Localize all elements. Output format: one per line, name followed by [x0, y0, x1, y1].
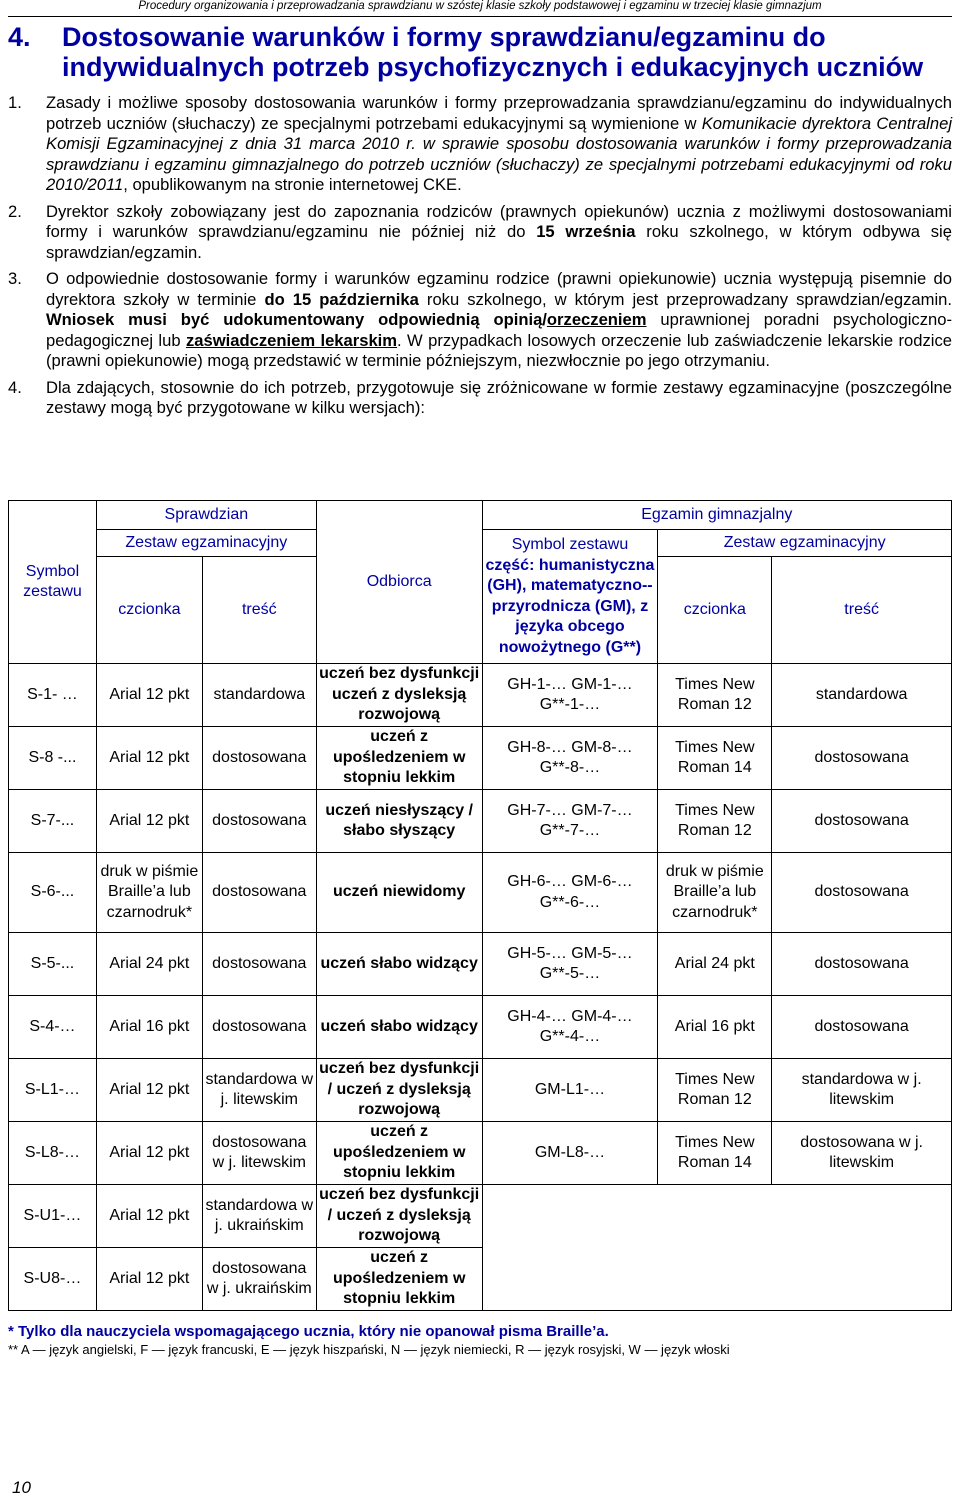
cell-font: Arial 12 pkt [96, 1248, 202, 1311]
header-czcionka2: czcionka [658, 557, 772, 664]
header-tresc2: treść [772, 557, 952, 664]
cell-tresc: standardowa w j. litewskim [202, 1059, 316, 1122]
header-zestaw2: Zestaw egzaminacyjny [658, 530, 952, 557]
cell-symbol: S-6-... [9, 853, 97, 933]
paragraph-3 [8, 269, 952, 372]
empty-cell [482, 1185, 951, 1311]
page-number: 10 [12, 1478, 31, 1497]
paragraph-2 [8, 202, 952, 264]
p3-deadline: do 15 października [264, 289, 419, 309]
paragraph-number: 2. [8, 201, 22, 221]
cell-gsym: GH-6-… GM-6-… G**-6-… [482, 853, 658, 933]
cell-odbiorca: uczeń bez dysfunkcji / uczeń z dysleksją rozwojową [316, 1185, 482, 1248]
cell-gfont: druk w piśmie Braille’a lub czarnodruk* [658, 853, 772, 933]
cell-tresc: dostosowana [202, 727, 316, 790]
p2-text-c: roku szkolnego, w którym odbywa się sprawdzian/egzamin. [46, 222, 952, 262]
cell-symbol: S-L1-… [9, 1059, 97, 1122]
p3-zaswiadczenie: zaświadczeniem lekarskim [185, 330, 398, 350]
cell-gtresc: dostosowana [772, 727, 952, 790]
section-heading [8, 22, 952, 82]
header-zestaw: Zestaw egzaminacyjny [96, 530, 316, 557]
cell-tresc: dostosowana w j. ukraińskim [202, 1248, 316, 1311]
p1-text-a: Zasady i możliwe sposoby dostosowania warunków i formy przeprowadzania sprawdzianu/egzaminu do indywidualnych potrzeb uczniów (słuchaczy) ze specjalnymi potrzebami edukacyjnymi są wymienione w [46, 93, 952, 133]
header-sprawdzian: Sprawdzian [96, 501, 316, 530]
cell-symbol: S-8 -... [9, 727, 97, 790]
cell-gtresc: dostosowana w j. litewskim [772, 1122, 952, 1185]
cell-odbiorca: uczeń z upośledzeniem w stopniu lekkim [316, 727, 482, 790]
cell-gfont: Times New Roman 12 [658, 790, 772, 853]
cell-symbol: S-5-... [9, 933, 97, 996]
cell-tresc: dostosowana [202, 853, 316, 933]
cell-font: Arial 16 pkt [96, 996, 202, 1059]
cell-symbol: S-U1-… [9, 1185, 97, 1248]
cell-odbiorca: uczeń bez dysfunkcji uczeń z dysleksją rozwojową [316, 664, 482, 727]
paragraph-4 [8, 378, 952, 419]
header-tresc: treść [202, 557, 316, 664]
cell-gtresc: dostosowana [772, 933, 952, 996]
cell-tresc: standardowa w j. ukraińskim [202, 1185, 316, 1248]
header-czcionka: czcionka [96, 557, 202, 664]
footnote-braille: * Tylko dla nauczyciela wspomagającego ucznia, który nie opanował pisma Braille’a. [8, 1323, 609, 1340]
header-odbiorca: Odbiorca [316, 501, 482, 664]
cell-gtresc: standardowa w j. litewskim [772, 1059, 952, 1122]
cell-gsym: GH-1-… GM-1-… G**-1-… [482, 664, 658, 727]
p3-requirement: Wniosek musi być udokumentowany odpowiednią opinią/ [46, 310, 547, 329]
p1-text-c: , opublikowanym na stronie internetowej CKE. [123, 175, 462, 194]
cell-tresc: dostosowana [202, 996, 316, 1059]
cell-gtresc: dostosowana [772, 790, 952, 853]
heading-line1: Dostosowanie warunków i formy sprawdzianu/egzaminu do [62, 22, 826, 52]
cell-gsym: GH-5-… GM-5-… G**-5-… [482, 933, 658, 996]
cell-odbiorca: uczeń słabo widzący [316, 933, 482, 996]
cell-gfont: Arial 24 pkt [658, 933, 772, 996]
p2-deadline: 15 września [536, 222, 636, 241]
cell-symbol: S-7-... [9, 790, 97, 853]
table-row [9, 1185, 952, 1248]
p3-text-f: uprawnionej poradni psychologiczno-pedagogicznej lub [46, 310, 953, 350]
running-header: Procedury organizowania i przeprowadzania sprawdzianu w szóstej klasie szkoły podstawowej i egzaminu w trzeciej klasie gimnazjum [8, 0, 952, 17]
cell-odbiorca: uczeń słabo widzący [316, 996, 482, 1059]
cell-odbiorca: uczeń bez dysfunkcji / uczeń z dysleksją rozwojową [316, 1059, 482, 1122]
p4-text: Dla zdających, stosownie do ich potrzeb, przygotowuje się zróżnicowane w formie zestawy egzaminacyjne (poszczególne zestawy mogą być przygotowane w kilku wersjach): [46, 377, 952, 417]
cell-gtresc: standardowa [772, 664, 952, 727]
cell-gsym: GH-4-… GM-4-… G**-4-… [482, 996, 658, 1059]
table-row [9, 853, 952, 933]
cell-gsym: GM-L8-… [482, 1122, 658, 1185]
cell-gfont: Times New Roman 14 [658, 1122, 772, 1185]
cell-font: Arial 12 pkt [96, 664, 202, 727]
cell-odbiorca: uczeń niesłyszący / słabo słyszący [316, 790, 482, 853]
header-egzamin: Egzamin gimnazjalny [482, 501, 951, 530]
heading-line2: indywidualnych potrzeb psychofizycznych i edukacyjnych uczniów [62, 52, 924, 82]
cell-font: Arial 12 pkt [96, 790, 202, 853]
section-number: 4. [8, 22, 31, 52]
p1-document-title: Komunikacie dyrektora Centralnej Komisji Egzaminacyjnej z dnia 31 marca 2010 r. w sprawie sposobu dostosowania warunków i formy przeprowadzania sprawdzianu i egzaminu gimnazjalnego do potrzeb uczniów (słuchaczy) ze specjalnymi potrzebami edukacyjnymi od roku 2010/2011 [46, 113, 952, 194]
cell-symbol: S-1- … [9, 664, 97, 727]
cell-gfont: Times New Roman 12 [658, 1059, 772, 1122]
body-text [8, 93, 952, 425]
cell-font: Arial 12 pkt [96, 1059, 202, 1122]
cell-gfont: Times New Roman 14 [658, 727, 772, 790]
cell-gsym: GH-7-… GM-7-… G**-7-… [482, 790, 658, 853]
cell-symbol: S-L8-… [9, 1122, 97, 1185]
cell-tresc: dostosowana [202, 933, 316, 996]
cell-symbol: S-U8-… [9, 1248, 97, 1311]
paragraph-number: 1. [8, 93, 22, 112]
cell-gsym: GM-L1-… [482, 1059, 658, 1122]
paragraph-number: 4. [8, 377, 22, 397]
exam-sets-table [8, 500, 952, 1311]
table-row [9, 933, 952, 996]
header-symbol: Symbol zestawu [9, 501, 97, 664]
p3-text-h: . W przypadkach losowych orzeczenie lub zaświadczenie lekarskie rodzice (prawni opiekunowie) mogą przedstawić w terminie późniejszym, niezwłocznie po jego otrzymaniu. [46, 330, 953, 370]
p3-text-c: roku szkolnego, w którym jest przeprowadzany sprawdzian/egzamin. [418, 289, 953, 309]
cell-tresc: dostosowana [202, 790, 316, 853]
cell-font: druk w piśmie Braille’a lub czarnodruk* [96, 853, 202, 933]
p3-text-a: O odpowiednie dostosowanie formy i warunków egzaminu rodzice (prawni opiekunowie) ucznia występują pisemnie do dyrektora szkoły w terminie [46, 269, 952, 309]
cell-symbol: S-4-… [9, 996, 97, 1059]
paragraph-1 [8, 93, 952, 196]
table-row [9, 996, 952, 1059]
cell-gtresc: dostosowana [772, 996, 952, 1059]
p2-text-a: Dyrektor szkoły zobowiązany jest do zapoznania rodziców (prawnych opiekunów) ucznia z możliwymi dostosowaniami formy i warunków sprawdzianu/egzaminu nie później niż do [46, 201, 952, 241]
cell-odbiorca: uczeń z upośledzeniem w stopniu lekkim [316, 1122, 482, 1185]
symbol-zestawu-label: Symbol zestawu [511, 536, 629, 553]
header-symbol-zestawu [482, 530, 658, 664]
cell-font: Arial 12 pkt [96, 1185, 202, 1248]
cell-gfont: Times New Roman 12 [658, 664, 772, 727]
table-row [9, 1122, 952, 1185]
cell-gsym: GH-8-… GM-8-… G**-8-… [482, 727, 658, 790]
table-row [9, 727, 952, 790]
table-row [9, 790, 952, 853]
czesc-label: część: humanistyczna (GH), matematyczno--przyrodnicza (GM), z języka obcego nowożytnego (G**) [485, 556, 655, 656]
footnote-languages: ** A — język angielski, F — język francuski, E — język hiszpański, N — język niemiecki, R — język rosyjski, W — język włoski [8, 1342, 730, 1357]
p3-orzeczenie: orzeczeniem [546, 310, 647, 329]
paragraph-number: 3. [8, 269, 22, 288]
cell-gfont: Arial 16 pkt [658, 996, 772, 1059]
table-row [9, 1059, 952, 1122]
cell-font: Arial 12 pkt [96, 727, 202, 790]
cell-tresc: dostosowana w j. litewskim [202, 1122, 316, 1185]
cell-gtresc: dostosowana [772, 853, 952, 933]
table-row [9, 664, 952, 727]
cell-tresc: standardowa [202, 664, 316, 727]
cell-font: Arial 12 pkt [96, 1122, 202, 1185]
cell-font: Arial 24 pkt [96, 933, 202, 996]
cell-odbiorca: uczeń niewidomy [316, 853, 482, 933]
cell-odbiorca: uczeń z upośledzeniem w stopniu lekkim [316, 1248, 482, 1311]
